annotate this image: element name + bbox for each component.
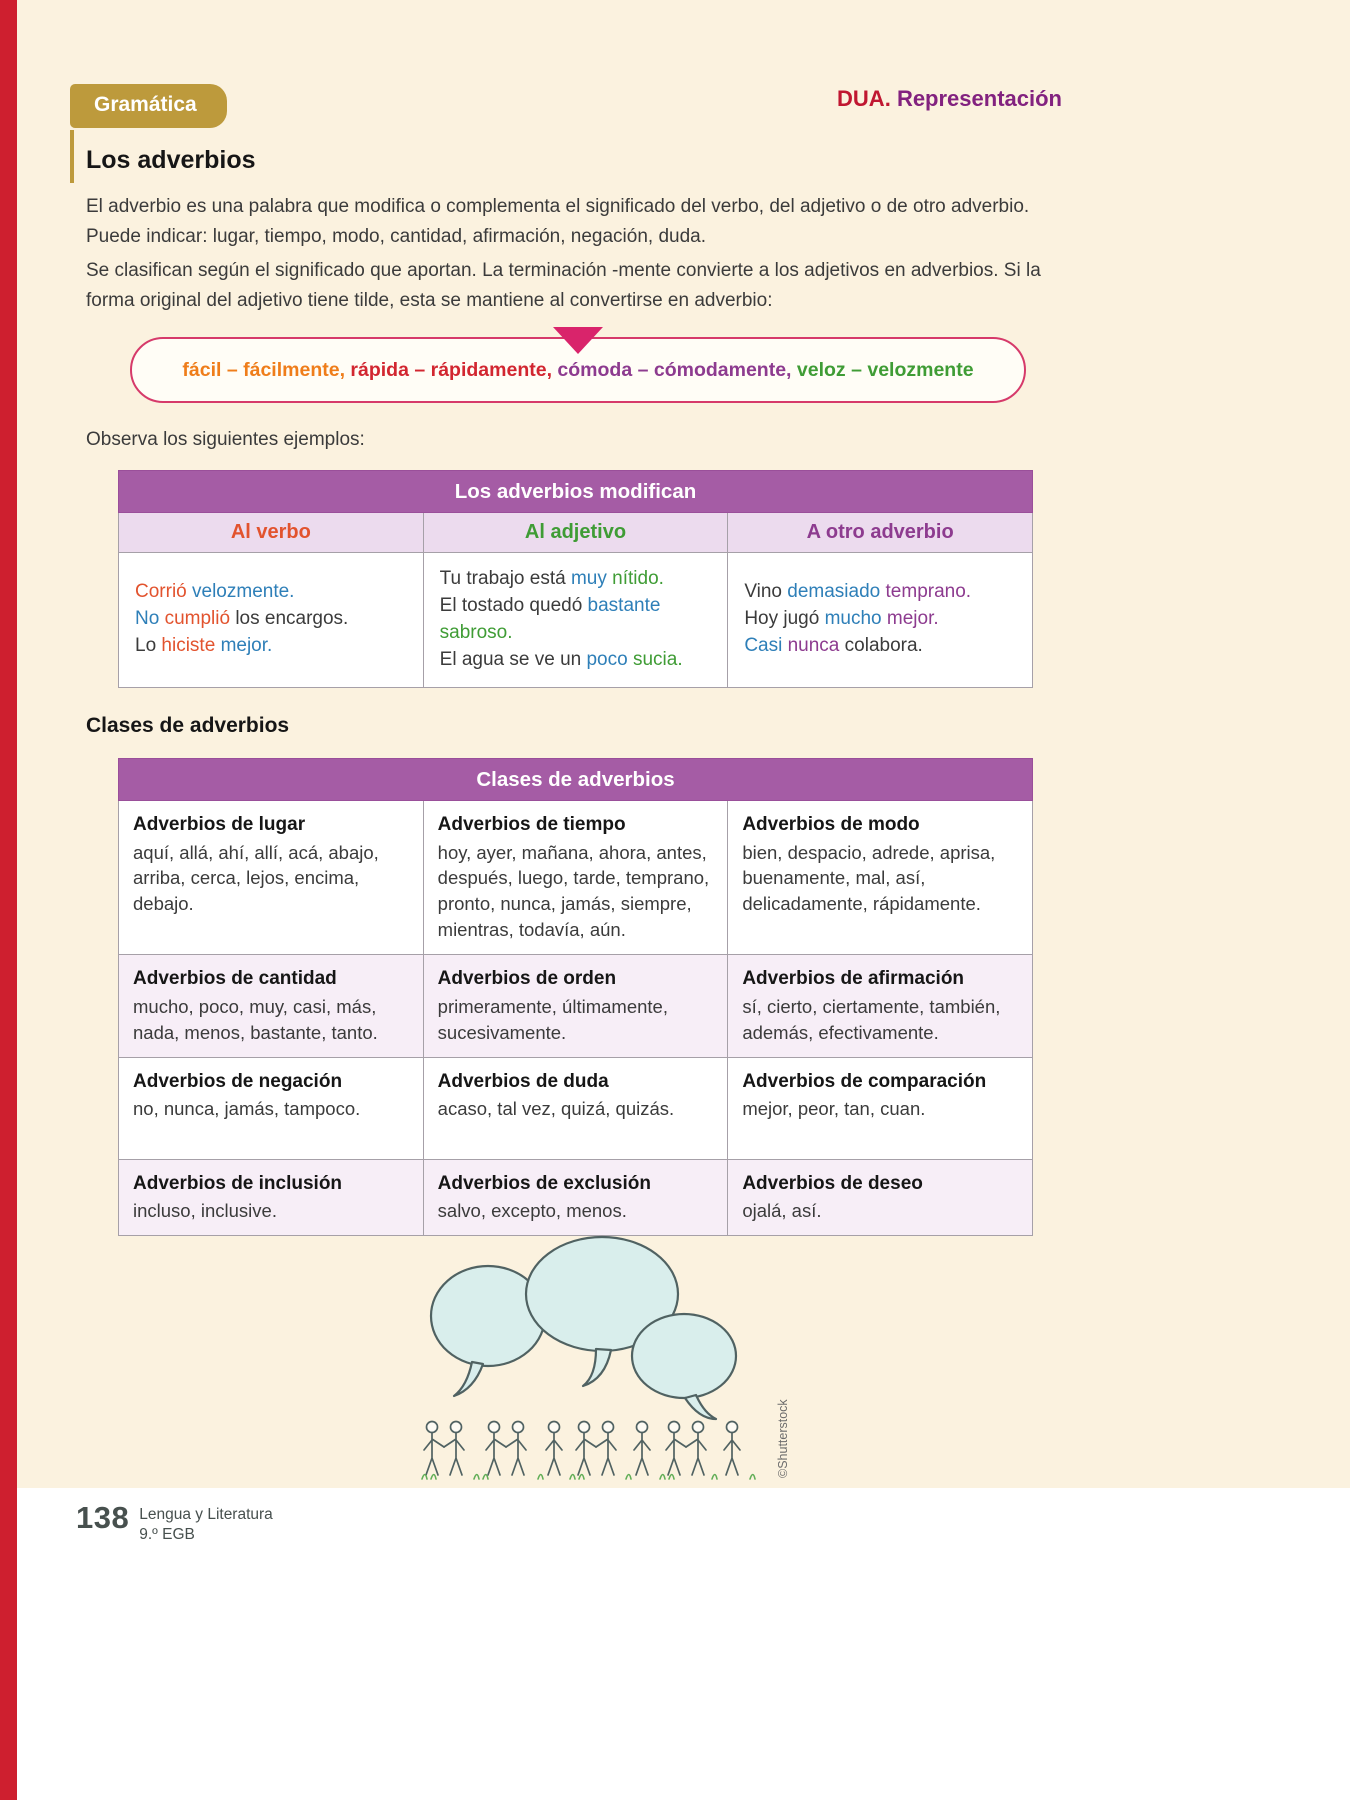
adverb-class-cell — [119, 1159, 424, 1235]
dua-topic: Representación — [896, 86, 1062, 111]
adverb-class-cell — [119, 801, 424, 955]
adverbios-modifican-table — [118, 470, 1033, 688]
example-sentence: No cumplió los encargos. — [135, 608, 349, 630]
adverb-class-cell — [119, 1057, 424, 1159]
table1-column-header: A otro adverbio — [728, 513, 1033, 553]
adverb-class-title: Adverbios de inclusión — [133, 1172, 343, 1194]
gramatica-badge: Gramática — [70, 84, 227, 128]
adverb-class-title: Adverbios de duda — [437, 1070, 609, 1092]
adverb-class-title: Adverbios de afirmación — [742, 968, 965, 990]
adverb-class-title: Adverbios de comparación — [742, 1070, 987, 1092]
example-sentence: El tostado quedó bastante sabroso. — [439, 594, 661, 643]
mente-examples-box — [130, 337, 1026, 403]
adverb-class-words: salvo, excepto, menos. — [437, 1200, 627, 1222]
adverb-class-cell — [423, 1159, 728, 1235]
speech-bubbles-illustration — [412, 1232, 768, 1489]
page-edge-bar — [0, 0, 17, 1800]
mente-example: rápida – rápidamente, — [350, 358, 552, 381]
table1-title: Los adverbios modifican — [119, 471, 1033, 513]
page-title: Los adverbios — [86, 146, 256, 174]
example-sentence: Lo hiciste mejor. — [135, 635, 273, 657]
speech-bubble-icons — [431, 1237, 736, 1419]
adverb-class-words: acaso, tal vez, quizá, quizás. — [437, 1098, 675, 1120]
adverb-class-title: Adverbios de cantidad — [133, 968, 337, 990]
adverb-class-cell — [423, 955, 728, 1057]
example-sentence: Tu trabajo está muy nítido. — [439, 568, 664, 589]
down-triangle-icon — [553, 327, 603, 354]
example-sentence: Vino demasiado temprano. — [744, 581, 972, 603]
al-adjetivo-examples — [423, 553, 728, 688]
adverb-class-words: aquí, allá, ahí, allí, acá, abajo, arriba, cerca, lejos, encima, debajo. — [133, 841, 379, 915]
adverb-class-cell — [728, 801, 1033, 955]
table1-column-header: Al adjetivo — [423, 513, 728, 553]
adverb-class-title: Adverbios de exclusión — [437, 1172, 651, 1194]
a-otro-adverbio-examples — [728, 553, 1033, 688]
intro-paragraph — [86, 192, 1029, 252]
adverb-class-cell — [728, 1057, 1033, 1159]
adverb-class-title: Adverbios de orden — [437, 968, 617, 990]
paragraph-line: El adverbio es una palabra que modifica o complementa el significado del verbo, del adjetivo o de otro adverbio. — [86, 196, 1030, 217]
clases-heading: Clases de adverbios — [86, 714, 290, 737]
adverb-class-title: Adverbios de lugar — [133, 814, 306, 835]
observe-instruction: Observa los siguientes ejemplos: — [86, 429, 365, 450]
adverb-class-title: Adverbios de deseo — [742, 1172, 923, 1194]
paragraph-line: Puede indicar: lugar, tiempo, modo, cantidad, afirmación, negación, duda. — [86, 226, 706, 248]
shutterstock-credit: ©Shutterstock — [776, 1399, 790, 1478]
adverb-class-title: Adverbios de modo — [742, 814, 920, 835]
example-sentence: Corrió velozmente. — [135, 581, 295, 603]
table1-column-header: Al verbo — [119, 513, 424, 553]
table2-title: Clases de adverbios — [119, 759, 1033, 801]
mente-examples-text — [182, 359, 973, 382]
mente-example: fácil – fácilmente, — [182, 358, 345, 381]
dua-heading — [837, 86, 1062, 112]
al-verbo-examples — [119, 553, 424, 688]
mente-rule-paragraph — [86, 256, 1041, 316]
mente-example: veloz – velozmente — [796, 358, 974, 381]
adverb-class-words: ojalá, así. — [742, 1200, 822, 1222]
adverb-class-cell — [119, 955, 424, 1057]
adverb-class-cell — [423, 1057, 728, 1159]
mente-example: cómoda – cómodamente, — [557, 358, 792, 381]
page-footer — [76, 1500, 273, 1546]
adverb-class-words: incluso, inclusive. — [133, 1200, 277, 1222]
footer-meta — [139, 1503, 273, 1546]
clases-adverbios-table — [118, 758, 1033, 1236]
adverb-class-words: hoy, ayer, mañana, ahora, antes, después, luego, tarde, temprano, pronto, nunca, jamás, siempre, mientras, todavía, aún. — [437, 841, 710, 941]
adverb-class-title: Adverbios de tiempo — [437, 814, 626, 835]
adverb-class-words: bien, despacio, adrede, aprisa, buenamente, mal, así, delicadamente, rápidamente. — [742, 841, 996, 915]
paragraph-line: Se clasifican según el significado que aportan. La terminación -mente convierte a los adjetivos en adverbios. Si la — [86, 260, 1041, 281]
adverb-class-words: sí, cierto, ciertamente, también, además, efectivamente. — [742, 995, 1001, 1043]
adverb-class-words: mucho, poco, muy, casi, más, nada, menos, bastante, tanto. — [133, 995, 378, 1043]
footer-subject: Lengua y Literatura — [139, 1506, 273, 1523]
adverb-class-cell — [728, 955, 1033, 1057]
adverb-class-cell — [423, 801, 728, 955]
adverb-class-words: no, nunca, jamás, tampoco. — [133, 1098, 361, 1120]
example-sentence: Hoy jugó mucho mejor. — [744, 608, 939, 630]
people-figures — [424, 1422, 740, 1476]
example-sentence: Casi nunca colabora. — [744, 635, 923, 657]
dua-acronym: DUA. — [837, 86, 891, 111]
example-sentence: El agua se ve un poco sucia. — [439, 648, 683, 670]
footer-grade: 9.º EGB — [139, 1526, 195, 1544]
adverb-class-cell — [728, 1159, 1033, 1235]
badge-stem — [70, 130, 74, 183]
adverb-class-words: primeramente, últimamente, sucesivamente. — [437, 995, 668, 1043]
adverb-class-title: Adverbios de negación — [133, 1070, 343, 1092]
paragraph-line: forma original del adjetivo tiene tilde, esta se mantiene al convertirse en adverbio: — [86, 290, 773, 312]
page-number: 138 — [76, 1500, 130, 1535]
adverb-class-words: mejor, peor, tan, cuan. — [742, 1098, 926, 1120]
grass-tufts — [422, 1475, 755, 1480]
